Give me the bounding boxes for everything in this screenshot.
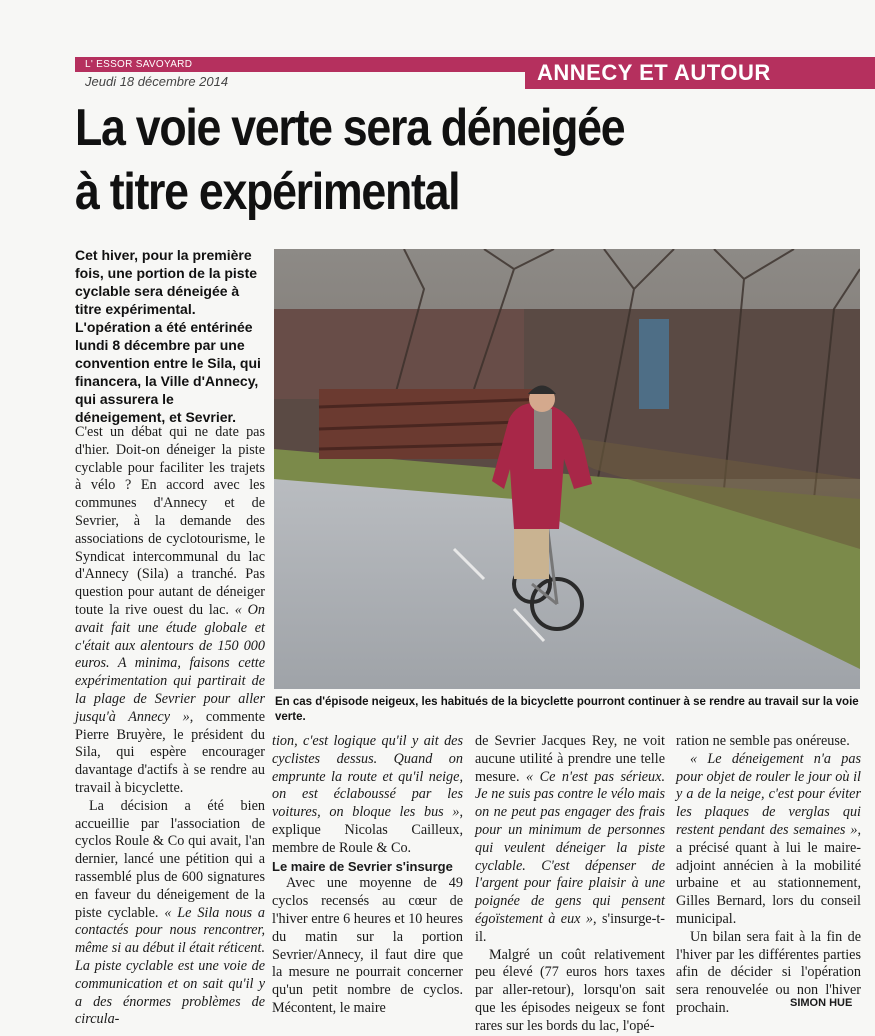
- article-column-3: [475, 733, 665, 1036]
- paragraph-5-end: , a précisé quant à lui le maire-adjoint annécien à la mobilité urbaine et au stationnement, Gilles Bernard, lors du conseil municipal.: [676, 821, 861, 927]
- paragraph-6: Un bilan sera fait à la fin de l'hiver par les différentes parties afin de décider si l'opération sera renouvelée ou non l'hiver prochain.: [676, 928, 861, 1016]
- article-column-4: [676, 733, 861, 1018]
- article-column-1: [75, 424, 265, 1029]
- headline: [75, 96, 763, 224]
- paragraph-2-continued: [272, 733, 463, 858]
- paragraph-2-quote-part1: « Le Sila nous a contactés pour nous rencontrer, même si au début il était réticent. La piste cyclable est une voie de communication et on sait qu'il y a des énormes problèmes de circula-: [75, 904, 266, 1028]
- paragraph-2-quote-part2: tion, c'est logique qu'il y ait des cyclistes dessus. Quand on emprunte la route et qu'il neige, on est éclaboussé par les voitures, on bloque les bus »: [272, 733, 463, 821]
- paragraph-4-part1: Malgré un coût relativement peu élevé (77 euros hors taxes par aller-retour), lorsqu'on sait que les épisodes neigeux se font rares sur les bords du lac, l'opé-: [475, 946, 665, 1034]
- article-column-2: [272, 733, 463, 1018]
- paragraph-3: [272, 875, 463, 1017]
- paragraph-2-end: , explique Nicolas Cailleux, membre de Roule & Co.: [272, 804, 463, 856]
- paragraph-4-continued: [676, 733, 861, 751]
- paragraph-2: [75, 798, 265, 1029]
- lead-paragraph: Cet hiver, pour la première fois, une portion de la piste cyclable sera déneigée à titre expérimental. L'opération a été entérinée lundi 8 décembre par une convention entre le Sila, qui financera, la Ville d'Annecy, qui assurera le déneigement, et Sevrier.: [75, 247, 261, 425]
- paragraph-3-quote: « Ce n'est pas sérieux. Je ne suis pas contre le vélo mais on ne peut pas engager des frais pour un minimum de personnes qui veulent déneiger la piste cyclable. C'est dépenser de l'argent pour faire plaisir à une poignée de gens qui pensent égoïstement à eux »: [475, 768, 665, 927]
- headline-line-1: La voie verte sera déneigée: [75, 99, 625, 157]
- paragraph-5-quote: « Le déneigement n'a pas pour objet de rouler le jour où il y a de la neige, c'est pour éviter les plaques de verglas qui restent pendant des semaines »: [676, 750, 861, 838]
- subheading: Le maire de Sevrier s'insurge: [272, 858, 453, 874]
- paragraph-3-end: , s'insurge-t-il.: [475, 910, 665, 945]
- section-title: ANNECY ET AUTOUR: [525, 57, 875, 89]
- cyclist-photo-illustration: [274, 249, 860, 689]
- paragraph-1-end: , commente Pierre Bruyère, le président du Sila, qui espère encourager davantage d'actifs à se rendre au travail à bicyclette.: [75, 708, 265, 796]
- header-band: [75, 57, 875, 89]
- paragraph-5: [676, 751, 861, 929]
- cyclist-photo: [274, 249, 860, 689]
- paragraph-3-start-cont: de Sevrier Jacques Rey, ne voit aucune utilité à prendre une telle mesure.: [475, 733, 665, 785]
- headline-line-2: à titre expérimental: [75, 163, 460, 221]
- paragraph-3-continued: [475, 733, 665, 947]
- publication-name: L' ESSOR SAVOYARD: [75, 57, 530, 72]
- paragraph-1-quote: « On avait fait une étude globale et c'était aux alentours de 150 000 euros. A minima, faisons cette expérimentation qui partirait de la plage de Sevrier pour aller jusqu'à Annecy »: [75, 601, 265, 725]
- publication-date: Jeudi 18 décembre 2014: [85, 74, 229, 89]
- byline: SIMON HUE: [790, 997, 853, 1009]
- paragraph-1: [75, 424, 265, 798]
- paragraph-1-start: C'est un débat qui ne date pas d'hier. Doit-on déneiger la piste cyclable pour faciliter les trajets à vélo ? En accord avec les communes d'Annecy et de Sevrier, à la demande des associations de cyclotourisme, le Syndicat intercommunal du lac d'Annecy (Sila) a tranché. Pas question pour autant de déneiger toute la rive ouest du lac.: [75, 424, 265, 618]
- paragraph-4-part2: ration ne semble pas onéreuse.: [676, 733, 850, 749]
- photo-caption: En cas d'épisode neigeux, les habitués de la bicyclette pourront continuer à se rendre au travail sur la voie verte.: [275, 696, 859, 723]
- paragraph-2-start: La décision a été bien accueillie par l'association de cyclos Roule & Co qui avait, l'an dernier, lancé une pétition qui a rassemblé plus de 600 signatures en faveur du déneigement de la piste cyclable.: [75, 797, 265, 921]
- paragraph-4: [475, 947, 665, 1036]
- paragraph-3-start: Avec une moyenne de 49 cyclos recensés au cœur de l'hiver entre 6 heures et 10 heures du matin sur la portion Sevrier/Annecy, il faut dire que la mesure ne pourrait concerner qu'un petit nombre de cyclos. Mécontent, le maire: [272, 875, 463, 1016]
